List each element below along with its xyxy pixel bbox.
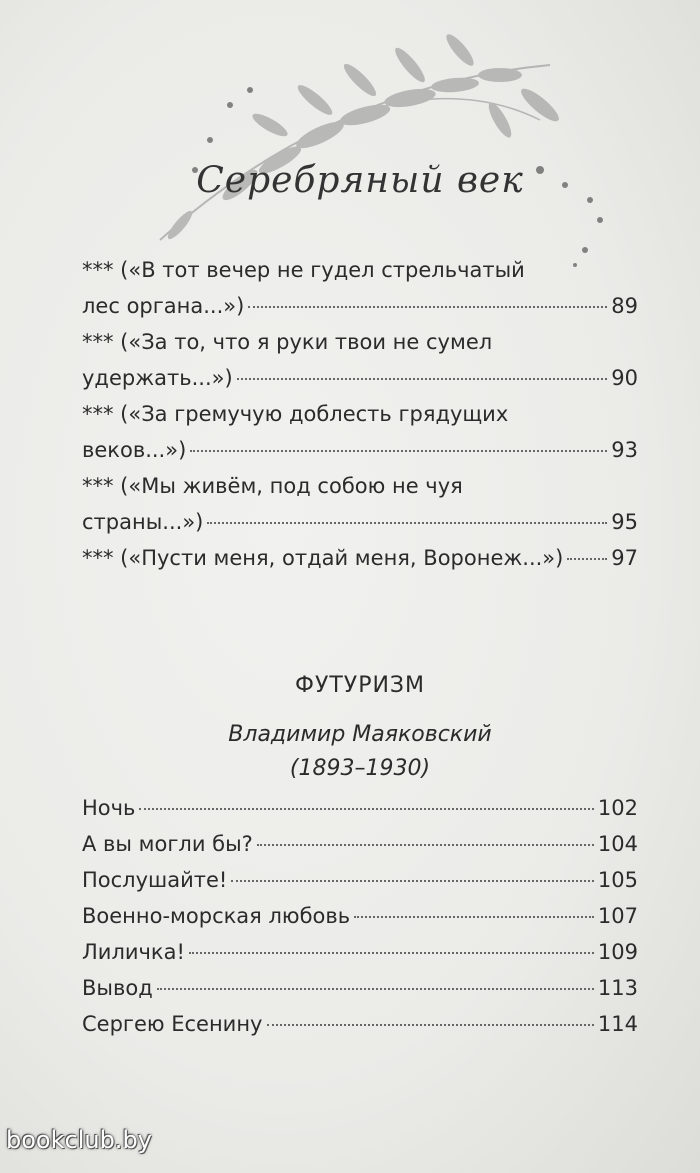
dot-leader	[189, 952, 594, 954]
toc-entry-title: Лиличка!	[82, 940, 185, 964]
dot-leader	[190, 450, 607, 452]
toc-entry-line	[82, 1006, 638, 1042]
toc-entry-first-line: *** («В тот вечер не гудел стрельчатый	[82, 258, 525, 282]
page-number: 113	[597, 976, 638, 1000]
toc-entry-title: страны...»)	[82, 510, 204, 534]
toc-entry-title: А вы могли бы?	[82, 832, 253, 856]
leaf-branch-ornament	[120, 10, 680, 290]
section-title: ФУТУРИЗМ	[295, 673, 425, 698]
dot-leader	[267, 1024, 594, 1026]
page-number: 109	[597, 940, 638, 964]
page-heading: Серебряный век	[196, 160, 524, 201]
toc-entry-first-line: *** («Мы живём, под собою не чуя	[82, 474, 463, 498]
toc-entry-title: Военно-морская любовь	[82, 904, 351, 928]
toc-top-list	[82, 252, 638, 576]
toc-entry-first-line: *** («За то, что я руки твои не сумел	[82, 330, 493, 354]
toc-entry-line	[82, 862, 638, 898]
author-name: Владимир Маяковский	[228, 722, 492, 747]
toc-entry-title: Ночь	[82, 796, 136, 820]
dot-leader	[157, 988, 594, 990]
page-number: 95	[611, 510, 638, 534]
toc-entry	[82, 324, 638, 396]
toc-entry	[82, 468, 638, 540]
page-number: 89	[611, 294, 638, 318]
author-years: (1893–1930)	[289, 756, 431, 781]
page-number: 114	[597, 1012, 638, 1036]
toc-entry-line	[82, 970, 638, 1006]
page-number: 102	[597, 796, 638, 820]
toc-entry-title: Послушайте!	[82, 868, 228, 892]
toc-entry-line	[82, 790, 638, 826]
dot-leader	[257, 844, 594, 846]
page-number: 97	[611, 546, 638, 570]
toc-entry-title: Вывод	[82, 976, 153, 1000]
toc-entry	[82, 396, 638, 468]
toc-entry-line	[82, 288, 638, 324]
dot-leader	[237, 378, 608, 380]
toc-entry-line	[82, 934, 638, 970]
dot-leader	[207, 522, 607, 524]
dot-leader	[248, 306, 607, 308]
toc-entry-title: удержать...»)	[82, 366, 233, 390]
toc-entry-line	[82, 360, 638, 396]
dot-leader	[139, 808, 593, 810]
page-number: 93	[611, 438, 638, 462]
page-number: 105	[597, 868, 638, 892]
toc-bottom-list	[82, 790, 638, 1042]
page-number: 107	[597, 904, 638, 928]
toc-entry-title: *** («Пусти меня, отдай меня, Воронеж...»)	[82, 546, 564, 570]
toc-entry-line	[82, 898, 638, 934]
toc-entry	[82, 540, 638, 576]
toc-entry-title: веков...»)	[82, 438, 187, 462]
toc-entry-line	[82, 540, 638, 576]
page-number: 90	[611, 366, 638, 390]
toc-entry-title: лес органа...»)	[82, 294, 245, 318]
page-number: 104	[597, 832, 638, 856]
author-block	[0, 718, 700, 786]
toc-entry-title: Сергею Есенину	[82, 1012, 263, 1036]
dot-leader	[231, 880, 594, 882]
toc-entry-line	[82, 826, 638, 862]
toc-entry	[82, 252, 638, 324]
dot-leader	[354, 916, 594, 918]
toc-entry-line	[82, 432, 638, 468]
toc-entry-line	[82, 504, 638, 540]
watermark: bookclub.by	[6, 1126, 152, 1154]
toc-entry-first-line: *** («За гремучую доблесть грядущих	[82, 402, 509, 426]
dot-leader	[567, 558, 607, 560]
